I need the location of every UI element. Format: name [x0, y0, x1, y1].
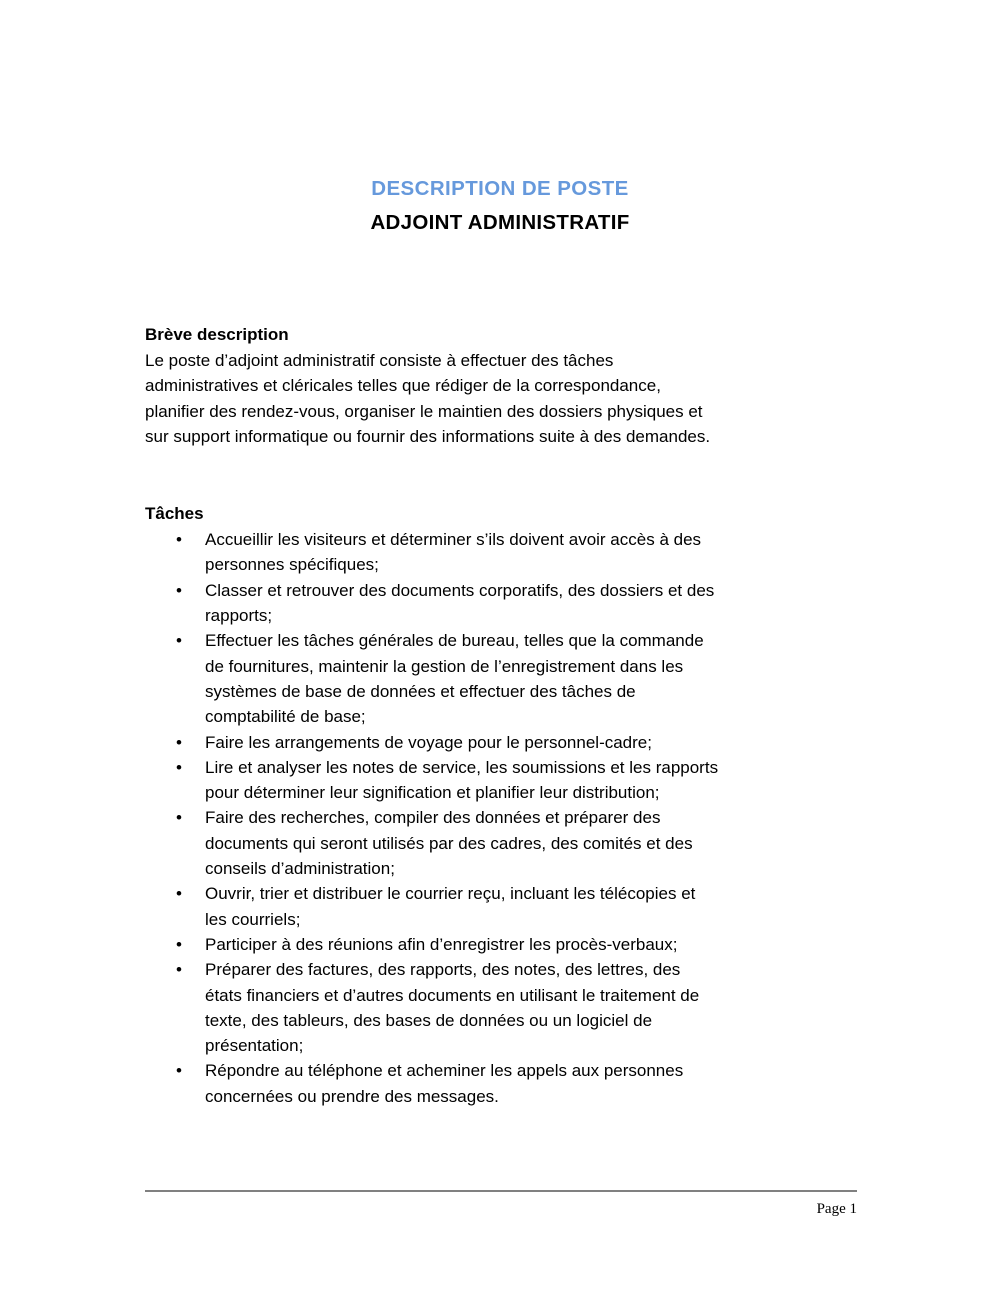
document-body [145, 322, 720, 1109]
footer-divider [145, 1190, 857, 1192]
page-number: Page 1 [816, 1201, 857, 1217]
list-item-text: Effectuer les tâches générales de bureau, telles que la commande de fournitures, maintenir la gestion de l’enregistrement dans les systèmes de base de données et effectuer des tâches de comptabilité de base; [205, 631, 704, 727]
list-item-text: Lire et analyser les notes de service, les soumissions et les rapports pour déterminer leur signification et planifier leur distribution; [205, 757, 719, 803]
list-item [145, 805, 720, 881]
page-footer [145, 1190, 857, 1219]
page-title: DESCRIPTION DE POSTE [371, 177, 629, 200]
section-heading-brief-description: Brève description [145, 325, 289, 344]
list-item-text: Faire des recherches, compiler des données et préparer des documents qui seront utilisés par des cadres, des comités et des conseils d’administration; [205, 808, 693, 879]
list-item-text: Classer et retrouver des documents corporatifs, des dossiers et des rapports; [205, 580, 715, 626]
section-brief-description [145, 322, 720, 449]
section-heading-tasks: Tâches [145, 504, 204, 524]
list-item [145, 932, 720, 957]
bullet-icon: • [176, 732, 182, 752]
list-item-text: Faire les arrangements de voyage pour le personnel-cadre; [205, 732, 652, 752]
list-item [145, 957, 720, 1058]
bullet-icon: • [176, 960, 182, 980]
list-item [145, 578, 720, 629]
list-item [145, 881, 720, 932]
bullet-icon: • [176, 808, 182, 828]
bullet-icon: • [176, 580, 182, 600]
bullet-icon: • [176, 934, 182, 954]
section-tasks [145, 501, 720, 1109]
list-item-text: Ouvrir, trier et distribuer le courrier reçu, incluant les télécopies et les courriels; [205, 884, 696, 929]
list-item-text: Participer à des réunions afin d’enregistrer les procès-verbaux; [205, 934, 678, 954]
list-item [145, 1058, 720, 1109]
document-title-block [0, 176, 1000, 236]
bullet-icon: • [176, 1061, 182, 1081]
list-item-text: Répondre au téléphone et acheminer les appels aux personnes concernées ou prendre des messages. [205, 1061, 684, 1106]
list-item-text: Accueillir les visiteurs et déterminer s’ils doivent avoir accès à des personnes spécifiques; [205, 530, 702, 575]
bullet-icon: • [176, 884, 182, 904]
bullet-icon: • [176, 631, 182, 651]
list-item [145, 730, 720, 755]
list-item [145, 527, 720, 578]
brief-description-paragraph: Le poste d’adjoint administratif consiste à effectuer des tâches administratives et cléricales telles que rédiger de la correspondance, planifier des rendez-vous, organiser le maintien des dossiers physiques et sur support informatique ou fournir des informations suite à des demandes. [145, 351, 711, 446]
tasks-list [145, 527, 720, 1109]
page-subtitle: ADJOINT ADMINISTRATIF [370, 211, 630, 234]
bullet-icon: • [176, 757, 182, 777]
list-item-text: Préparer des factures, des rapports, des notes, des lettres, des états financiers et d’autres documents en utilisant le traitement de texte, des tableurs, des bases de données ou un logiciel de présentation; [205, 960, 700, 1056]
list-item [145, 755, 720, 806]
bullet-icon: • [176, 530, 182, 550]
list-item [145, 628, 720, 729]
